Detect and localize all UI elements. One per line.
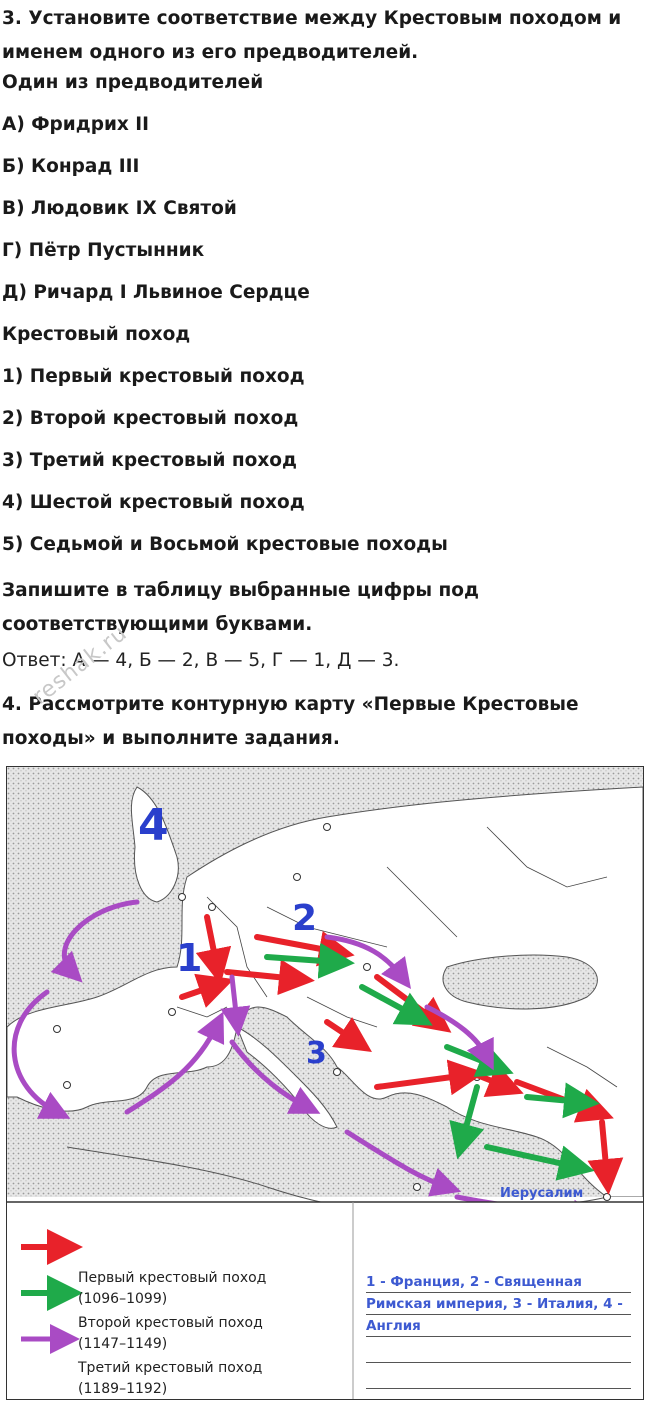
legend-third [78, 1358, 262, 1400]
region-number-1: 1 [176, 936, 203, 980]
writing-rule [366, 1362, 631, 1363]
crusades-heading: Крестовый поход [2, 324, 191, 345]
leader-item: Б) Конрад III [2, 156, 140, 177]
answer-line: 1 - Франция, 2 - Священная [366, 1274, 582, 1290]
crusade-item: 3) Третий крестовый поход [2, 450, 297, 471]
writing-rule [366, 1388, 631, 1389]
legend-years: (1147–1149) [78, 1336, 168, 1352]
leaders-heading: Один из предводителей [2, 72, 264, 93]
question-3-title: 3. Установите соответствие между Крестовым походом и именем одного из его предводителей. [2, 8, 622, 63]
city-label-jerusalem: Иерусалим [500, 1186, 584, 1201]
legend-label: Первый крестовый поход [78, 1270, 267, 1286]
leader-item: В) Людовик IX Святой [2, 198, 237, 219]
instruction-text: Запишите в таблицу выбранные цифры под соответствующими буквами. [2, 580, 479, 635]
crusade-item: 2) Второй крестовый поход [2, 408, 299, 429]
leader-item: А) Фридрих II [2, 114, 150, 135]
answer-text: Ответ: А — 4, Б — 2, В — 5, Г — 1, Д — 3. [2, 650, 400, 671]
crusade-item: 1) Первый крестовый поход [2, 366, 305, 387]
leader-item: Г) Пётр Пустынник [2, 240, 205, 261]
region-number-2: 2 [292, 898, 318, 939]
legend-label: Третий крестовый поход [78, 1360, 263, 1376]
answer-line: Англия [366, 1318, 421, 1334]
crusade-item: 5) Седьмой и Восьмой крестовые походы [2, 534, 448, 555]
watermark: reshak.ru [28, 620, 133, 710]
writing-rule [366, 1336, 631, 1337]
region-number-4: 4 [138, 800, 169, 851]
legend-years: (1189–1192) [78, 1381, 168, 1397]
legend-label: Второй крестовый поход [78, 1315, 263, 1331]
legend-second [78, 1313, 263, 1355]
answer-line: Римская империя, 3 - Италия, 4 - [366, 1296, 623, 1312]
legend-years: (1096–1099) [78, 1291, 168, 1307]
crusade-item: 4) Шестой крестовый поход [2, 492, 305, 513]
region-number-3: 3 [306, 1036, 327, 1071]
leader-item: Д) Ричард I Львиное Сердце [2, 282, 310, 303]
question-4-title: 4. Рассмотрите контурную карту «Первые Крестовые походы» и выполните задания. [2, 694, 579, 749]
legend-first [78, 1268, 266, 1310]
